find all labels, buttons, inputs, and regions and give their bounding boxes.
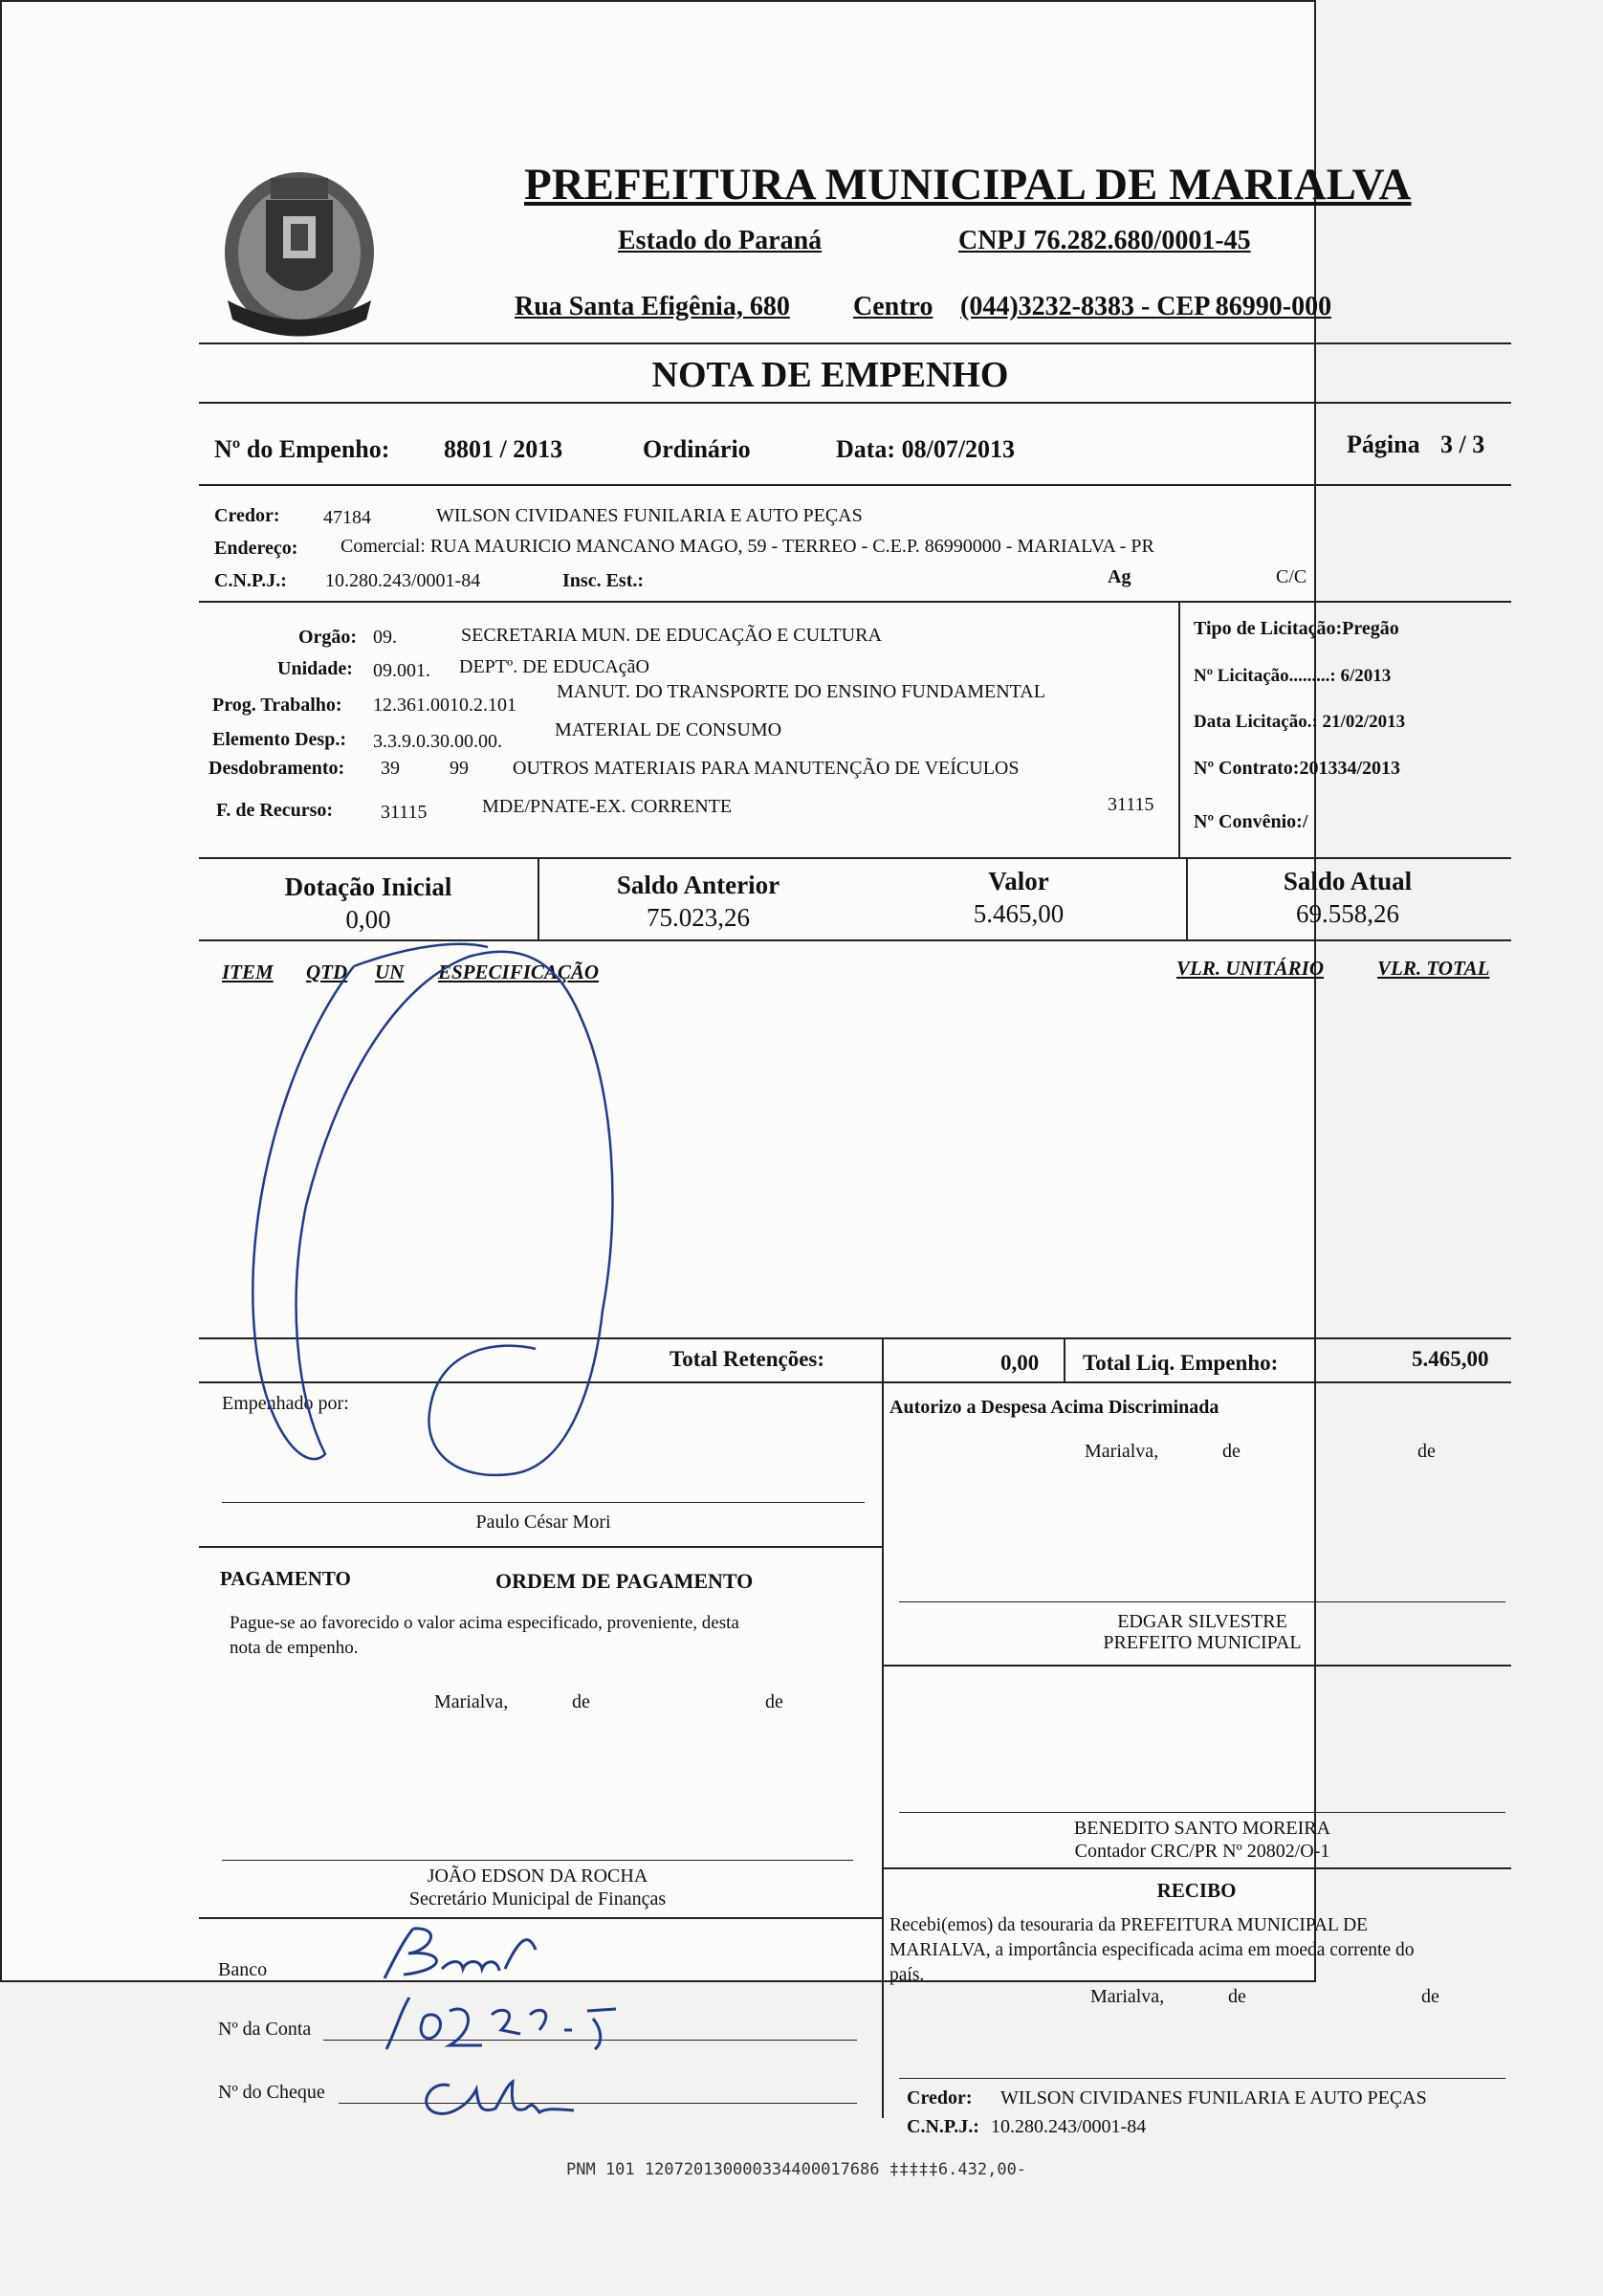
recibo-texto1: Recebi(emos) da tesouraria da PREFEITURA MUNICIPAL DE: [889, 1915, 1369, 1935]
credor-endereco: Comercial: RUA MAURICIO MANCANO MAGO, 59 - TERREO - C.E.P. 86990000 - MARIALVA - PR: [340, 536, 1154, 557]
contador-cargo: Contador CRC/PR Nº 20802/O-1: [1074, 1841, 1330, 1862]
handwritten-signature-oval: [230, 899, 650, 1492]
contador-nome: BENEDITO SANTO MOREIRA: [1073, 1818, 1331, 1839]
credor-label: Credor:: [214, 505, 280, 526]
pagamento-marialva: Marialva,: [434, 1691, 509, 1712]
divider: [882, 1337, 884, 1381]
recibo-marialva: Marialva,: [1090, 1986, 1165, 2007]
col-un: UN: [375, 960, 405, 983]
divider: [199, 1917, 882, 1919]
pagamento-label: PAGAMENTO: [220, 1567, 351, 1590]
cc-label: C/C: [1276, 566, 1307, 587]
divider: [199, 601, 1511, 603]
divider: [199, 484, 1511, 486]
pagina-numero: 3 / 3: [1440, 430, 1485, 458]
empenho-numero-label: Nº do Empenho:: [214, 435, 390, 463]
ag-label: Ag: [1108, 566, 1131, 587]
col-item: ITEM: [222, 960, 274, 983]
numero-licitacao: Nº Licitação.........: 6/2013: [1194, 666, 1392, 686]
retencoes-label: Total Retenções:: [670, 1347, 825, 1371]
valor-valor: 5.465,00: [973, 899, 1065, 928]
conta-label: Nº da Conta: [218, 2019, 312, 2040]
orgao-label: Orgão:: [298, 627, 358, 648]
col-especificacao: ESPECIFICAÇÃO: [438, 960, 600, 983]
empenho-numero: 8801 / 2013: [444, 435, 563, 463]
pagamento-de2: de: [765, 1691, 783, 1712]
divider: [882, 1665, 1511, 1667]
col-vlr-unitario: VLR. UNITÁRIO: [1176, 957, 1325, 980]
recurso-cod2: 31115: [1108, 794, 1154, 815]
recibo-cnpj: 10.280.243/0001-84: [991, 2116, 1147, 2137]
saldo-anterior-label: Saldo Anterior: [616, 871, 780, 899]
prefeito-cargo: PREFEITO MUNICIPAL: [1103, 1632, 1302, 1653]
recibo-credor: WILSON CIVIDANES FUNILARIA E AUTO PEÇAS: [1000, 2087, 1427, 2108]
numero-contrato: Nº Contrato:201334/2013: [1194, 758, 1401, 779]
unidade-nome: DEPTº. DE EDUCAçãO: [459, 656, 649, 677]
credor-codigo: 47184: [323, 507, 371, 528]
cnpj-label: C.N.P.J.:: [214, 570, 287, 591]
estado-text: Estado do Paraná: [618, 226, 823, 255]
unidade-cod: 09.001.: [373, 660, 430, 681]
signature-line: [899, 2078, 1505, 2079]
divider: [882, 1381, 884, 2118]
pagina-label: Página: [1347, 430, 1420, 458]
recibo-de2: de: [1421, 1986, 1439, 2007]
liquido-label: Total Liq. Empenho:: [1083, 1351, 1279, 1375]
recurso-cod: 31115: [381, 802, 428, 823]
recibo-cnpj-label: C.N.P.J.:: [907, 2116, 979, 2137]
autorizo-de2: de: [1417, 1441, 1436, 1462]
prog-label: Prog. Trabalho:: [212, 695, 342, 716]
signature-line: [899, 1812, 1505, 1813]
signature-line: [899, 1601, 1505, 1602]
divider: [199, 342, 1511, 344]
elemento-label: Elemento Desp.:: [212, 729, 346, 750]
rodape-codigo: PNM 101 120720130000334400017686 ‡‡‡‡‡6.432,00-: [566, 2160, 1027, 2179]
numero-convenio: Nº Convênio:/: [1194, 811, 1308, 832]
desdobramento-label: Desdobramento:: [209, 758, 345, 779]
retencoes-valor: 0,00: [1000, 1351, 1040, 1375]
secretario-cargo: Secretário Municipal de Finanças: [408, 1888, 667, 1910]
document-title: NOTA DE EMPENHO: [651, 355, 1009, 395]
dotacao-valor: 0,00: [345, 905, 391, 934]
municipio-title: PREFEITURA MUNICIPAL DE MARIALVA: [524, 160, 1412, 210]
elemento-cod: 3.3.9.0.30.00.00.: [373, 731, 502, 752]
divider: [1064, 1337, 1065, 1381]
saldo-atual-label: Saldo Atual: [1283, 867, 1413, 895]
prefeito-nome: EDGAR SILVESTRE: [1117, 1611, 1287, 1632]
empenhado-label: Empenhado por:: [222, 1393, 349, 1414]
credor-cnpj: 10.280.243/0001-84: [325, 570, 481, 591]
centro-text: Centro: [853, 292, 933, 321]
signature-line: [222, 1502, 865, 1503]
divider: [199, 1546, 882, 1548]
endereco-header: Rua Santa Efigênia, 680: [515, 292, 790, 321]
empenhado-nome: Paulo César Mori: [475, 1512, 611, 1533]
dotacao-label: Dotação Inicial: [284, 872, 452, 901]
ordem-pagamento: ORDEM DE PAGAMENTO: [495, 1569, 754, 1593]
recibo-title: RECIBO: [1156, 1879, 1237, 1902]
empenho-data: Data: 08/07/2013: [836, 435, 1016, 463]
cnpj-header: CNPJ 76.282.680/0001-45: [958, 226, 1251, 255]
signature-line: [222, 1860, 853, 1861]
col-vlr-total: VLR. TOTAL: [1377, 957, 1490, 980]
recibo-de1: de: [1228, 1986, 1246, 2007]
unidade-label: Unidade:: [277, 658, 353, 679]
prog-nome: MANUT. DO TRANSPORTE DO ENSINO FUNDAMENTAL: [557, 681, 1045, 702]
elemento-nome: MATERIAL DE CONSUMO: [555, 719, 782, 740]
divider: [882, 1867, 1511, 1869]
handwritten-cheque: [411, 2066, 583, 2124]
orgao-nome: SECRETARIA MUN. DE EDUCAÇÃO E CULTURA: [461, 625, 882, 646]
saldo-atual-valor: 69.558,26: [1296, 899, 1399, 928]
recurso-nome: MDE/PNATE-EX. CORRENTE: [482, 796, 733, 817]
desdobramento-nome: OUTROS MATERIAIS PARA MANUTENÇÃO DE VEÍCULOS: [513, 758, 1020, 779]
credor-nome: WILSON CIVIDANES FUNILARIA E AUTO PEÇAS: [436, 505, 863, 526]
saldo-anterior-valor: 75.023,26: [647, 903, 750, 932]
autorizo-de1: de: [1222, 1441, 1241, 1462]
col-qtd: QTD: [306, 960, 348, 983]
data-licitacao: Data Licitação.: 21/02/2013: [1194, 712, 1406, 732]
prog-cod: 12.361.0010.2.101: [373, 695, 516, 716]
pagamento-texto2: nota de empenho.: [230, 1638, 359, 1658]
brasao-logo: [209, 157, 390, 348]
autorizo-text: Autorizo a Despesa Acima Discriminada: [889, 1397, 1219, 1418]
empenho-tipo: Ordinário: [643, 435, 751, 463]
divider: [199, 402, 1511, 404]
fone-cep-text: (044)3232-8383 - CEP 86990-000: [960, 292, 1332, 321]
divider: [1178, 601, 1180, 857]
pagamento-texto1: Pague-se ao favorecido o valor acima especificado, proveniente, desta: [230, 1613, 739, 1633]
handwritten-conta: [377, 1992, 635, 2059]
divider: [199, 857, 1511, 859]
cheque-label: Nº do Cheque: [218, 2082, 325, 2103]
banco-label: Banco: [218, 1959, 268, 1980]
desdobramento-cod2: 99: [450, 758, 469, 779]
banco-line: [279, 1980, 857, 1981]
recibo-texto2: MARIALVA, a importância especificada acima em moeda corrente do: [889, 1940, 1415, 1960]
secretario-nome: JOÃO EDSON DA ROCHA: [427, 1866, 648, 1887]
recibo-credor-label: Credor:: [907, 2087, 973, 2108]
handwritten-banco: [375, 1921, 566, 1988]
valor-label: Valor: [988, 867, 1049, 895]
insc-label: Insc. Est.:: [562, 570, 645, 591]
autorizo-marialva: Marialva,: [1085, 1441, 1159, 1462]
recibo-texto3: país.: [889, 1965, 925, 1985]
orgao-cod: 09.: [373, 627, 397, 648]
tipo-licitacao: Tipo de Licitação:Pregão: [1194, 618, 1399, 639]
desdobramento-cod1: 39: [381, 758, 400, 779]
pagamento-de1: de: [572, 1691, 590, 1712]
recurso-label: F. de Recurso:: [216, 800, 334, 821]
liquido-valor: 5.465,00: [1412, 1347, 1489, 1371]
endereco-label: Endereço:: [214, 538, 298, 559]
